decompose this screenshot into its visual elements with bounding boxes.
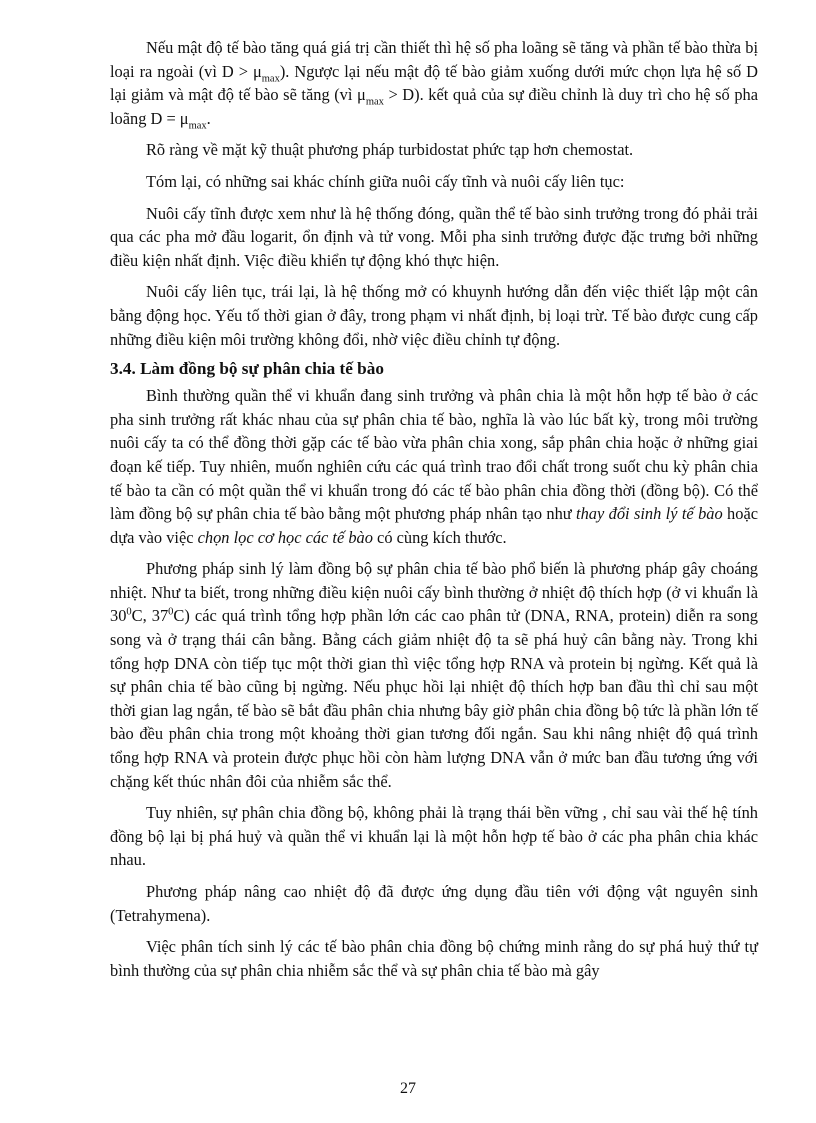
paragraph-tetrahymena: Phương pháp nâng cao nhiệt độ đã được ứng dụng đầu tiên với động vật nguyên sinh (Tetrahymena). — [110, 882, 758, 925]
paragraph-turbidostat: Rõ ràng về mặt kỹ thuật phương pháp turbidostat phức tạp hơn chemostat. — [146, 140, 634, 160]
document-page — [110, 36, 758, 990]
paragraph-dilution-control: Nếu mật độ tế bào tăng quá giá trị cần thiết thì hệ số pha loãng sẽ tăng và phần tế bào thừa bị loại ra ngoài (vì $D > \mu_{max}$). Ngược lại nếu mật độ tế bào giảm xuống dưới mức chọn lựa hệ số D lại giảm và mật độ tế bào sẽ tăng (vì $\mu_{max} > D$). kết quả của sự điều chỉnh là duy trì cho hệ số pha loãng $D = \mu_{max}$. — [110, 38, 759, 132]
page-number: 27 — [400, 1080, 416, 1097]
paragraph-summary: Tóm lại, có những sai khác chính giữa nuôi cấy tĩnh và nuôi cấy liên tục: — [146, 171, 625, 191]
paragraph-synchronization-intro: Bình thường quần thể vi khuẩn đang sinh trưởng và phân chia là một hỗn hợp tế bào ở các pha sinh trưởng rất khác nhau của sự phân chia tế bào, nghĩa là vào lúc bất kỳ, trong môi trường nuôi cấy ta có thể đồng thời gặp các tế bào vừa phân chia xong, sắp phân chia hoặc ở những giai đoạn kế tiếp. Tuy nhiên, muốn nghiên cứu các quá trình trao đổi chất trong suốt chu kỳ phân chia tế bào ta cần có một quần thể vi khuẩn trong đó các tế bào phân chia đồng thời (đồng bộ). Có thể làm đồng bộ sự phân chia tế bào bằng một phương pháp nhân tạo như thay đổi sinh lý tế bào hoặc dựa vào việc chọn lọc cơ học các tế bào có cùng kích thước. — [110, 386, 758, 547]
paragraph-heat-shock: Phương pháp sinh lý làm đồng bộ sự phân chia tế bào phổ biến là phương pháp gây choáng nhiệt. Như ta biết, trong những điều kiện nuôi cấy bình thường ở nhiệt độ thích hợp (ở vi khuẩn là $30^0C$, $37^0C$) các quá trình tổng hợp phần lớn các cao phân tử (DNA, RNA, protein) diễn ra song song và ở trạng thái cân bằng. Bằng cách giảm nhiệt độ ta sẽ phá huỷ cân bằng này. Trong khi tổng hợp DNA còn tiếp tục một thời gian thì việc tổng hợp RNA và protein bị ngừng. Kết quả là sự phân chia tế bào cũng bị ngừng. Nếu phục hồi lại nhiệt độ thích hợp ban đầu thì chỉ sau một thời gian lag ngắn, tế bào sẽ bắt đầu phân chia nhưng bây giờ phân chia đồng bộ tức là phần lớn tế bào đều phân chia trong một khoảng thời gian tương đối ngắn. Sau khi nâng nhiệt độ quá trình tổng hợp RNA và protein được phục hồi còn hàm lượng DNA vẫn ở mức ban đầu tương ứng với chặng kết thúc nhân đôi của nhiễm sắc thể. — [110, 559, 758, 791]
section-heading: 3.4. Làm đồng bộ sự phân chia tế bào — [110, 359, 384, 379]
paragraph-continuous-culture: Nuôi cấy liên tục, trái lại, là hệ thống mở có khuynh hướng dẫn đến việc thiết lập một cân bằng động học. Yếu tố thời gian ở đây, trong phạm vi nhất định, bị loại trừ. Tế bào được cung cấp những điều kiện môi trường không đổi, nhờ việc điều chỉnh tự động. — [110, 282, 758, 349]
paragraph-physiological-analysis: Việc phân tích sinh lý các tế bào phân chia đồng bộ chứng minh rằng do sự phá huỷ thứ tự bình thường của sự phân chia nhiễm sắc thể và sự phân chia tế bào mà gây — [110, 937, 758, 980]
paragraph-synchrony-unstable: Tuy nhiên, sự phân chia đồng bộ, không phải là trạng thái bền vững , chỉ sau vài thế hệ tính đồng bộ lại bị phá huỷ và quần thể vi khuẩn lại là một hỗn hợp tế bào ở các pha phân chia khác nhau. — [110, 803, 758, 870]
paragraph-static-culture: Nuôi cấy tĩnh được xem như là hệ thống đóng, quần thể tế bào sinh trưởng trong đó phải trải qua các pha mở đầu logarit, ổn định và tử vong. Mỗi pha sinh trưởng được đặc trưng bởi những điều kiện nhất định. Việc điều khiển tự động khó thực hiện. — [110, 203, 758, 270]
